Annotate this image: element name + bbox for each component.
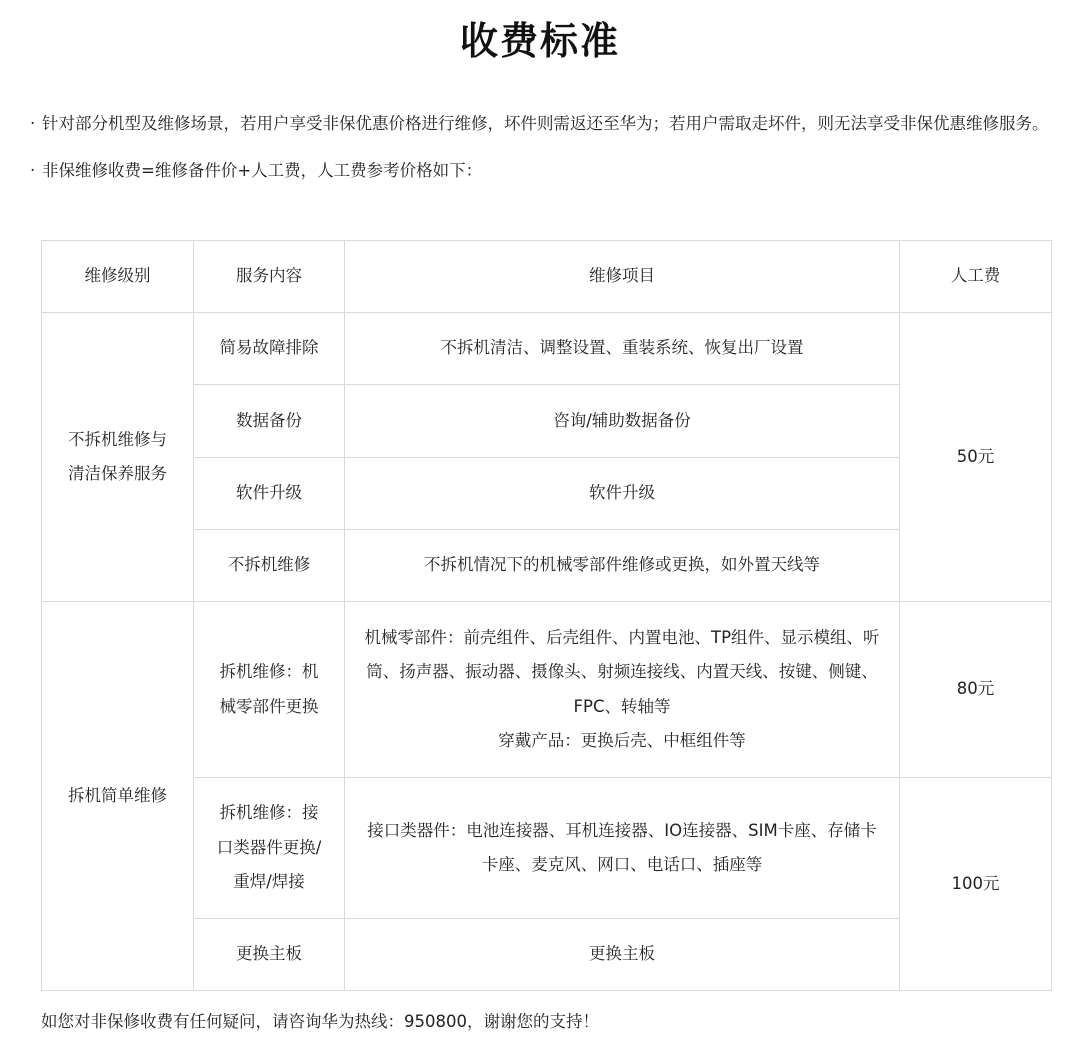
service-cell: 简易故障排除 xyxy=(194,313,345,385)
items-cell: 软件升级 xyxy=(345,458,900,530)
fee-cell-80: 80元 xyxy=(900,602,1052,778)
items-cell: 不拆机清洁、调整设置、重装系统、恢复出厂设置 xyxy=(345,313,900,385)
items-cell: 更换主板 xyxy=(345,919,900,991)
note-bad-part-return xyxy=(30,106,1050,141)
table-row xyxy=(42,602,1052,778)
page-title: 收费标准 xyxy=(459,19,620,63)
service-cell: 更换主板 xyxy=(194,919,345,991)
header-items: 维修项目 xyxy=(345,241,900,313)
items-cell: 接口类器件：电池连接器、耳机连接器、IO连接器、SIM卡座、存储卡卡座、麦克风、网口、电话口、插座等 xyxy=(345,778,900,919)
level-cell-disassembly: 拆机简单维修 xyxy=(42,602,194,991)
bullet-dot: · xyxy=(30,161,36,180)
header-service: 服务内容 xyxy=(194,241,345,313)
service-cell: 数据备份 xyxy=(194,385,345,458)
header-level: 维修级别 xyxy=(42,241,194,313)
fee-cell-50: 50元 xyxy=(900,313,1052,602)
items-text-wearable: 穿戴产品：更换后壳、中框组件等 xyxy=(498,731,746,750)
note-text: 针对部分机型及维修场景，若用户享受非保优惠价格进行维修，坏件则需返还至华为；若用户需取走坏件，则无法享受非保优惠维修服务。 xyxy=(42,114,1049,133)
note-fee-formula xyxy=(30,153,1050,188)
table-header-row xyxy=(42,241,1052,313)
note-text: 非保维修收费=维修备件价+人工费，人工费参考价格如下： xyxy=(42,161,483,180)
fee-cell-100: 100元 xyxy=(900,778,1052,991)
items-cell: 咨询/辅助数据备份 xyxy=(345,385,900,458)
bullet-dot: · xyxy=(30,114,36,133)
service-cell: 拆机维修：接口类器件更换/重焊/焊接 xyxy=(194,778,345,919)
table-row xyxy=(42,778,1052,919)
header-fee: 人工费 xyxy=(900,241,1052,313)
footer-hotline-note: 如您对非保修收费有任何疑问，请咨询华为热线：950800，谢谢您的支持！ xyxy=(41,1012,599,1031)
fee-table xyxy=(41,240,1052,991)
items-cell: 不拆机情况下的机械零部件维修或更换，如外置天线等 xyxy=(345,530,900,602)
level-cell-no-disassembly: 不拆机维修与清洁保养服务 xyxy=(42,313,194,602)
notes xyxy=(30,106,1050,188)
service-cell: 不拆机维修 xyxy=(194,530,345,602)
items-text: 机械零部件：前壳组件、后壳组件、内置电池、TP组件、显示模组、听筒、扬声器、振动器、摄像头、射频连接线、内置天线、按键、侧键、FPC、转轴等 xyxy=(364,627,880,716)
items-cell xyxy=(345,602,900,778)
service-cell: 软件升级 xyxy=(194,458,345,530)
service-cell: 拆机维修：机械零部件更换 xyxy=(194,602,345,778)
table-row xyxy=(42,313,1052,385)
